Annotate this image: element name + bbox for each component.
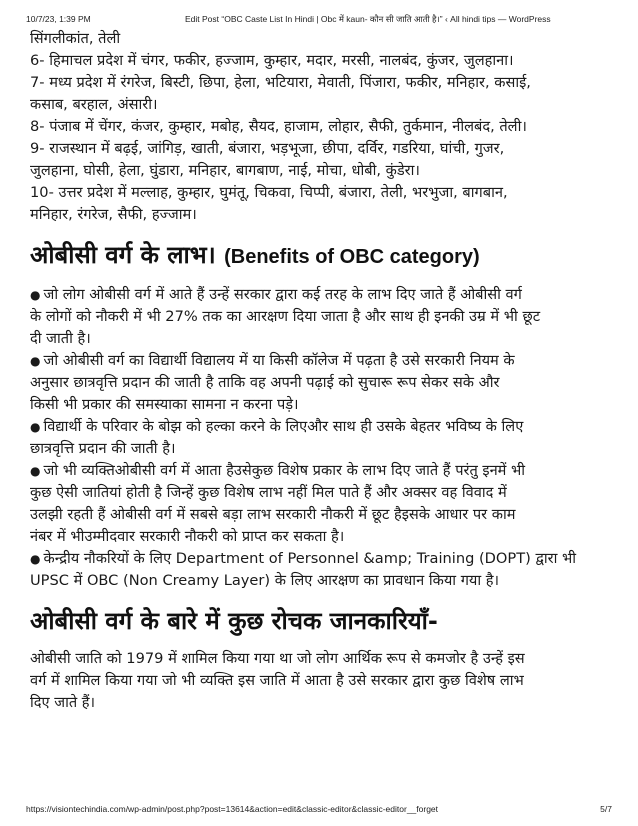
- bullet-line: अनुसार छात्रवृत्ति प्रदान की जाती है ताकि वह अपनी पढ़ाई को सुचारू रूप सेकर सके और: [30, 374, 500, 391]
- bullet-dot-icon: ●: [30, 464, 41, 478]
- facts-paragraph: [30, 648, 608, 714]
- bullet-line: उलझी रहती हैं ओबीसी वर्ग में सबसे बड़ा लाभ सरकारी नौकरी में छूट हैइसके आधार पर काम: [30, 506, 516, 523]
- bullet-line: UPSC में OBC (Non Creamy Layer) के लिए आरक्षण का प्रावधान किया गया है।: [30, 572, 500, 589]
- facts-line: दिए जाते हैं।: [30, 694, 96, 711]
- page-url: https://visiontechindia.com/wp-admin/post.php?post=13614&action=edit&classic-editor&classic-editor__forget: [26, 804, 439, 814]
- document-content: [30, 28, 608, 714]
- page-number: 5/7: [600, 804, 612, 814]
- benefit-bullet: [30, 350, 608, 416]
- bullet-dot-icon: ●: [30, 354, 41, 368]
- bullet-dot-icon: ●: [30, 288, 41, 302]
- bullet-line: कुछ ऐसी जातियां होती है जिन्हें कुछ विशेष लाभ नहीं मिल पाते हैं और अक्सर वह विवाद में: [30, 484, 507, 501]
- state-line: 6- हिमाचल प्रदेश में चंगर, फकीर, हज्जाम, कुम्हार, मदार, मरसी, नालबंद, कुंजर, जुलहाना।: [30, 52, 514, 69]
- bullet-line: केन्द्रीय नौकरियों के लिए Department of Personnel &amp; Training (DOPT) द्वारा भी: [43, 550, 577, 567]
- bullet-line: जो भी व्यक्तिओबीसी वर्ग में आता हैउसेकुछ विशेष प्रकार के लाभ दिए जाते हैं परंतु इनमें भी: [43, 462, 526, 479]
- benefit-bullet: [30, 548, 608, 592]
- state-line: कसाब, बरहाल, अंसारी।: [30, 96, 158, 113]
- state-line: 10- उत्तर प्रदेश में मल्लाह, कुम्हार, घुमंतू, चिकवा, चिप्पी, बंजारा, तेली, भरभुजा, बागबान,: [30, 184, 508, 201]
- benefits-heading: [30, 238, 608, 274]
- bullet-dot-icon: ●: [30, 420, 41, 434]
- bullet-line: छात्रवृत्ति प्रदान की जाती है।: [30, 440, 176, 457]
- bullet-line: नंबर में भीउम्मीदवार सरकारी नौकरी को प्राप्त कर सकता है।: [30, 528, 345, 545]
- state-line: 8- पंजाब में चेंगर, कंजर, कुम्हार, मबोह, सैयद, हाजाम, लोहार, सैफी, तुर्कमान, नीलबंद, तेली।: [30, 118, 527, 135]
- benefit-bullet: [30, 416, 608, 460]
- benefit-bullet: [30, 284, 608, 350]
- state-line: सिंगलीकांत, तेली: [30, 30, 121, 47]
- print-title: Edit Post “OBC Caste List In Hindi | Obc में kaun- कौन सी जाति आती है।” ‹ All hindi tips — WordPress: [185, 14, 551, 24]
- print-header: [0, 0, 638, 24]
- state-line: मनिहार, रंगरेज, सैफी, हज्जाम।: [30, 206, 197, 223]
- bullet-line: दी जाती है।: [30, 330, 91, 347]
- state-line: 7- मध्य प्रदेश में रंगरेज, बिस्टी, छिपा, हेला, भटियारा, मेवाती, पिंजारा, फकीर, मनिहार, कसाई,: [30, 74, 531, 91]
- bullet-line: जो ओबीसी वर्ग का विद्यार्थी विद्यालय में या किसी कॉलेज में पढ़ता है उसे सरकारी नियम के: [43, 352, 515, 369]
- bullet-line: के लोगों को नौकरी में भी 27% तक का आरक्षण दिया जाता है और साथ ही इनकी उम्र में भी छूट: [30, 308, 541, 325]
- facts-line: ओबीसी जाति को 1979 में शामिल किया गया था जो लोग आर्थिक रूप से कमजोर है उन्हें इस: [30, 650, 525, 667]
- facts-heading: ओबीसी वर्ग के बारे में कुछ रोचक जानकारियाँ-: [30, 607, 438, 635]
- state-line: जुलहाना, घोसी, हेला, घुंडारा, मनिहार, बागबाण, नाई, मोचा, धोबी, कुंडेरा।: [30, 162, 420, 179]
- bullet-line: किसी भी प्रकार की समस्याका सामना न करना पड़े।: [30, 396, 299, 413]
- benefit-bullet: [30, 460, 608, 548]
- bullet-line: जो लोग ओबीसी वर्ग में आते हैं उन्हें सरकार द्वारा कई तरह के लाभ दिए जाते हैं ओबीसी वर्ग: [43, 286, 522, 303]
- state-line: 9- राजस्थान में बढ़ई, जांगिड़, खाती, बंजारा, भड़भूजा, छीपा, दर्विर, गडरिया, घांची, गुजर,: [30, 140, 505, 157]
- state-list: [30, 28, 608, 226]
- bullet-line: विद्यार्थी के परिवार के बोझ को हल्का करने के लिएऔर साथ ही उसके बेहतर भविष्य के लिए: [43, 418, 524, 435]
- benefits-heading-english: (Benefits of OBC category): [224, 246, 480, 268]
- bullet-dot-icon: ●: [30, 552, 41, 566]
- print-date: 10/7/23, 1:39 PM: [26, 14, 91, 24]
- facts-line: वर्ग में शामिल किया गया जो भी व्यक्ति इस जाति में आता है उसे सरकार द्वारा कुछ विशेष लाभ: [30, 672, 524, 689]
- benefits-list: [30, 284, 608, 592]
- benefits-heading-hindi: ओबीसी वर्ग के लाभ।: [30, 241, 216, 269]
